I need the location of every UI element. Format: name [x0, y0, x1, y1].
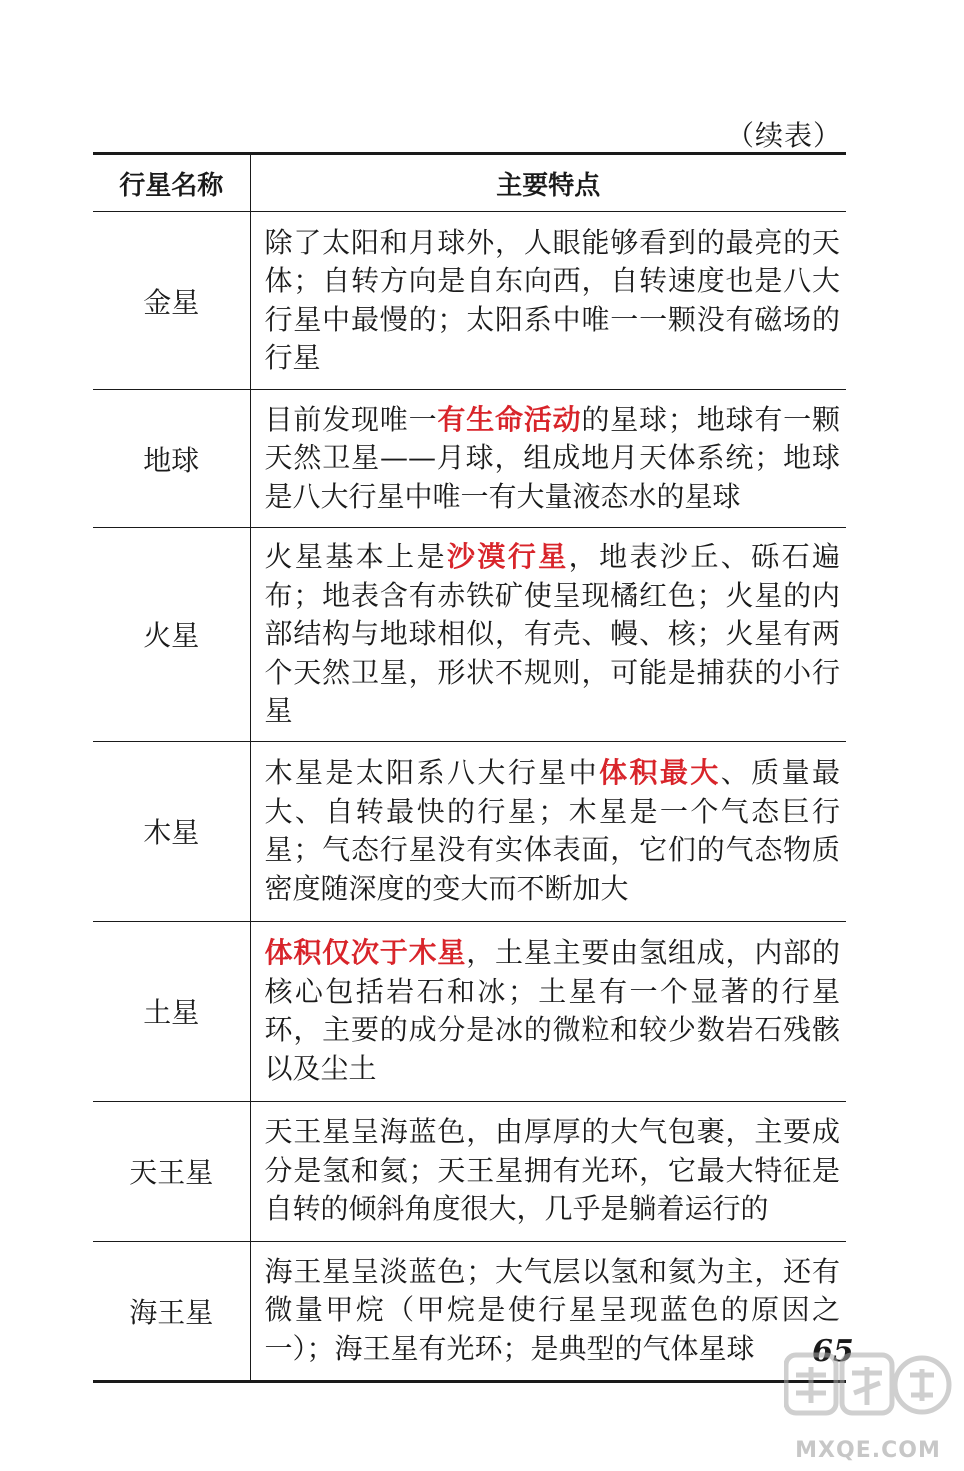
planet-name: 木星: [93, 741, 250, 921]
header-main-features: 主要特点: [250, 154, 846, 212]
planet-name: 海王星: [93, 1241, 250, 1381]
planet-name: 地球: [93, 390, 250, 528]
table-row-saturn: [93, 921, 846, 1101]
page-number: 65: [812, 1334, 854, 1369]
watermark: [784, 1345, 952, 1463]
desc-text: 除了太阳和月球外，人眼能够看到的最亮的天体；自转方向是自东向西，自转速度也是八大行星中最慢的；太阳系中唯一一颗没有磁场的行星: [264, 225, 840, 374]
table-row-venus: [93, 212, 846, 390]
planet-description: [250, 1101, 846, 1241]
desc-text: 木星是太阳系八大行星中: [264, 756, 600, 789]
desc-text: 目前发现唯一: [264, 402, 438, 436]
header-planet-name: 行星名称: [93, 154, 250, 212]
planet-name: 天王星: [93, 1101, 250, 1241]
desc-text: 火星基本上是: [264, 540, 447, 573]
planet-name: 火星: [93, 528, 250, 742]
desc-text-after: ，土星主要由氢组成，内部的核心包括岩石和冰；土星有一个显著的行星环，主要的成分是冰的微粒和较少数岩石残骸以及尘土: [264, 936, 840, 1085]
planet-description: [250, 741, 846, 921]
desc-highlight: 沙漠行星: [447, 540, 569, 573]
planet-table: [93, 152, 846, 1383]
planet-name: 土星: [93, 921, 250, 1101]
desc-text: 天王星呈海蓝色，由厚厚的大气包裹，主要成分是氢和氦；天王星拥有光环，它最大特征是自转的倾斜角度很大，几乎是躺着运行的: [264, 1115, 840, 1226]
planet-description: [250, 212, 846, 390]
watermark-logo-icon: [784, 1345, 952, 1427]
desc-text-after: 的星球；地球有一颗天然卫星——月球，组成地月天体系统；地球是八大行星中唯一有大量液态水的星球: [264, 402, 840, 513]
planet-name: 金星: [93, 212, 250, 390]
table-row-uranus: [93, 1101, 846, 1241]
watermark-url: MXQE.COM: [795, 1438, 941, 1463]
desc-highlight: 体积最大: [599, 756, 721, 789]
planet-description: [250, 921, 846, 1101]
planet-description: [250, 1241, 846, 1381]
planet-description: [250, 528, 846, 742]
table-row-neptune: [93, 1241, 846, 1381]
table-row-jupiter: [93, 741, 846, 921]
desc-text: 海王星呈淡蓝色；大气层以氢和氦为主，还有微量甲烷（甲烷是使行星呈现蓝色的原因之一）；海王星有光环；是典型的气体星球: [264, 1254, 840, 1365]
desc-text-after: ，地表沙丘、砾石遍布；地表含有赤铁矿使呈现橘红色；火星的内部结构与地球相似，有壳、幔、核；火星有两个天然卫星，形状不规则，可能是捕获的小行星: [264, 540, 840, 727]
desc-text-after: 、质量最大、自转最快的行星；木星是一个气态巨行星；气态行星没有实体表面，它们的气态物质密度随深度的变大而不断加大: [264, 756, 840, 905]
continuation-label: （续表）: [725, 119, 842, 152]
table-row-mars: [93, 528, 846, 742]
planet-description: [250, 390, 846, 528]
desc-highlight: 体积仅次于木星: [264, 936, 467, 969]
table-row-earth: [93, 390, 846, 528]
table-header-row: [93, 154, 846, 212]
desc-highlight: 有生命活动: [437, 402, 582, 436]
